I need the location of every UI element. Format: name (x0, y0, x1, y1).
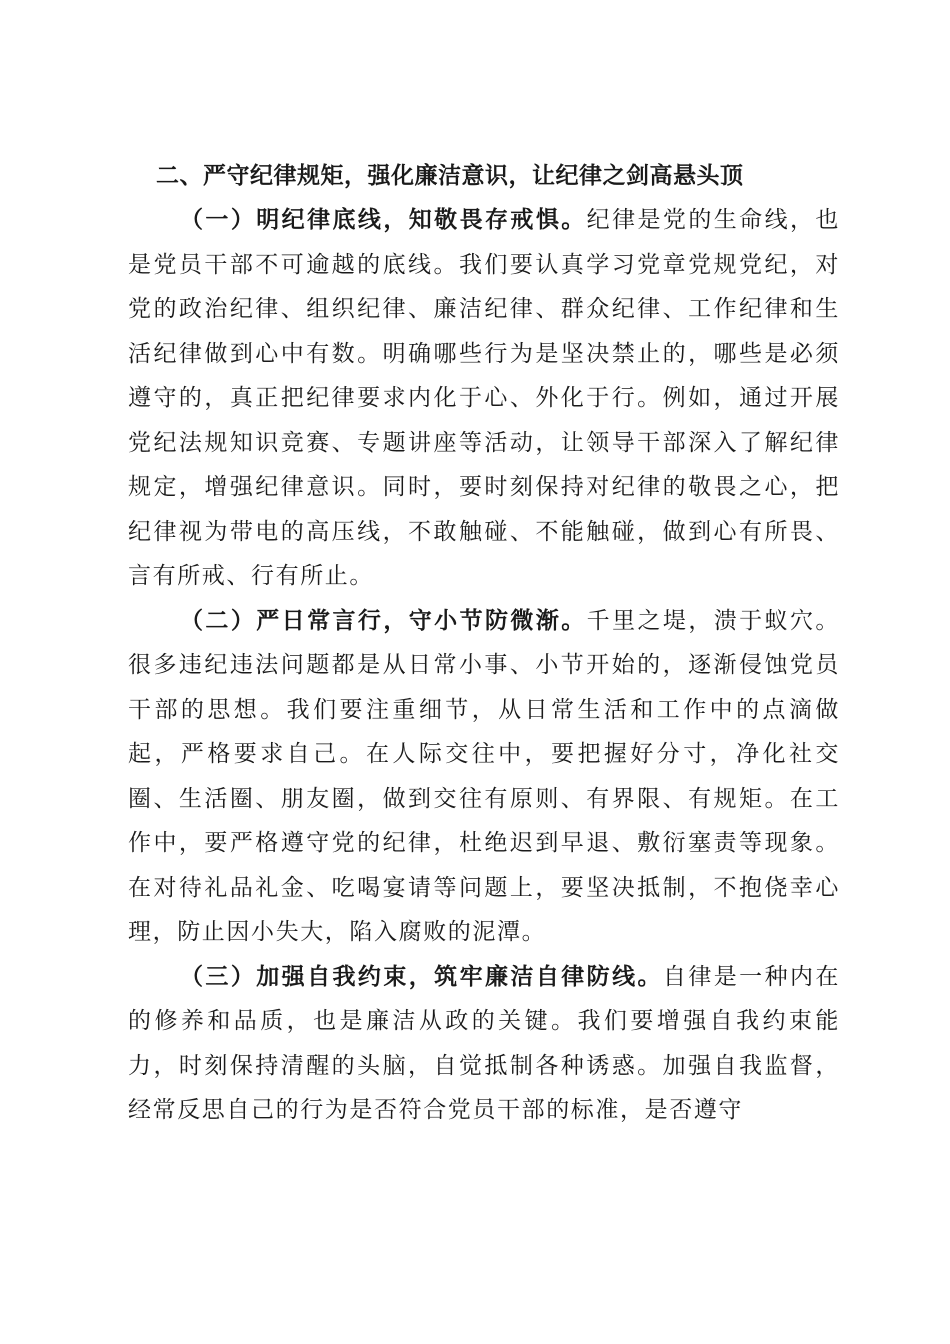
paragraph-1 (128, 198, 840, 599)
document-page (128, 154, 840, 1133)
paragraph-3-body: 自律是一种内在的修养和品质，也是廉洁从政的关键。我们要增强自我约束能力，时刻保持清醒的头脑，自觉抵制各种诱惑。加强自我监督，经常反思自己的行为是否符合党员干部的标准，是否遵守 (128, 963, 841, 1123)
paragraph-2-lead: （二）严日常言行，守小节防微渐。 (180, 606, 587, 634)
paragraph-3 (128, 955, 840, 1133)
paragraph-1-lead: （一）明纪律底线，知敬畏存戒惧。 (180, 206, 587, 233)
paragraph-1-body: 纪律是党的生命线，也是党员干部不可逾越的底线。我们要认真学习党章党规党纪，对党的政治纪律、组织纪律、廉洁纪律、群众纪律、工作纪律和生活纪律做到心中有数。明确哪些行为是坚决禁止的，哪些是必须遵守的，真正把纪律要求内化于心、外化于行。例如，通过开展党纪法规知识竞赛、专题讲座等活动，让领导干部深入了解纪律规定，增强纪律意识。同时，要时刻保持对纪律的敬畏之心，把纪律视为带电的高压线，不敢触碰、不能触碰，做到心有所畏、言有所戒、行有所止。 (128, 207, 840, 589)
section-heading: 二、严守纪律规矩，强化廉洁意识，让纪律之剑高悬头顶 (156, 162, 744, 189)
paragraph-3-lead: （三）加强自我约束，筑牢廉洁自律防线。 (180, 962, 663, 990)
paragraph-2 (128, 599, 840, 955)
paragraph-2-body: 千里之堤，溃于蚁穴。很多违纪违法问题都是从日常小事、小节开始的，逐渐侵蚀党员干部的思想。我们要注重细节，从日常生活和工作中的点滴做起，严格要求自己。在人际交往中，要把握好分寸，净化社交圈、生活圈、朋友圈，做到交往有原则、有界限、有规矩。在工作中，要严格遵守党的纪律，杜绝迟到早退、敷衍塞责等现象。在对待礼品礼金、吃喝宴请等问题上，要坚决抵制，不抱侥幸心理，防止因小失大，陷入腐败的泥潭。 (128, 607, 840, 945)
